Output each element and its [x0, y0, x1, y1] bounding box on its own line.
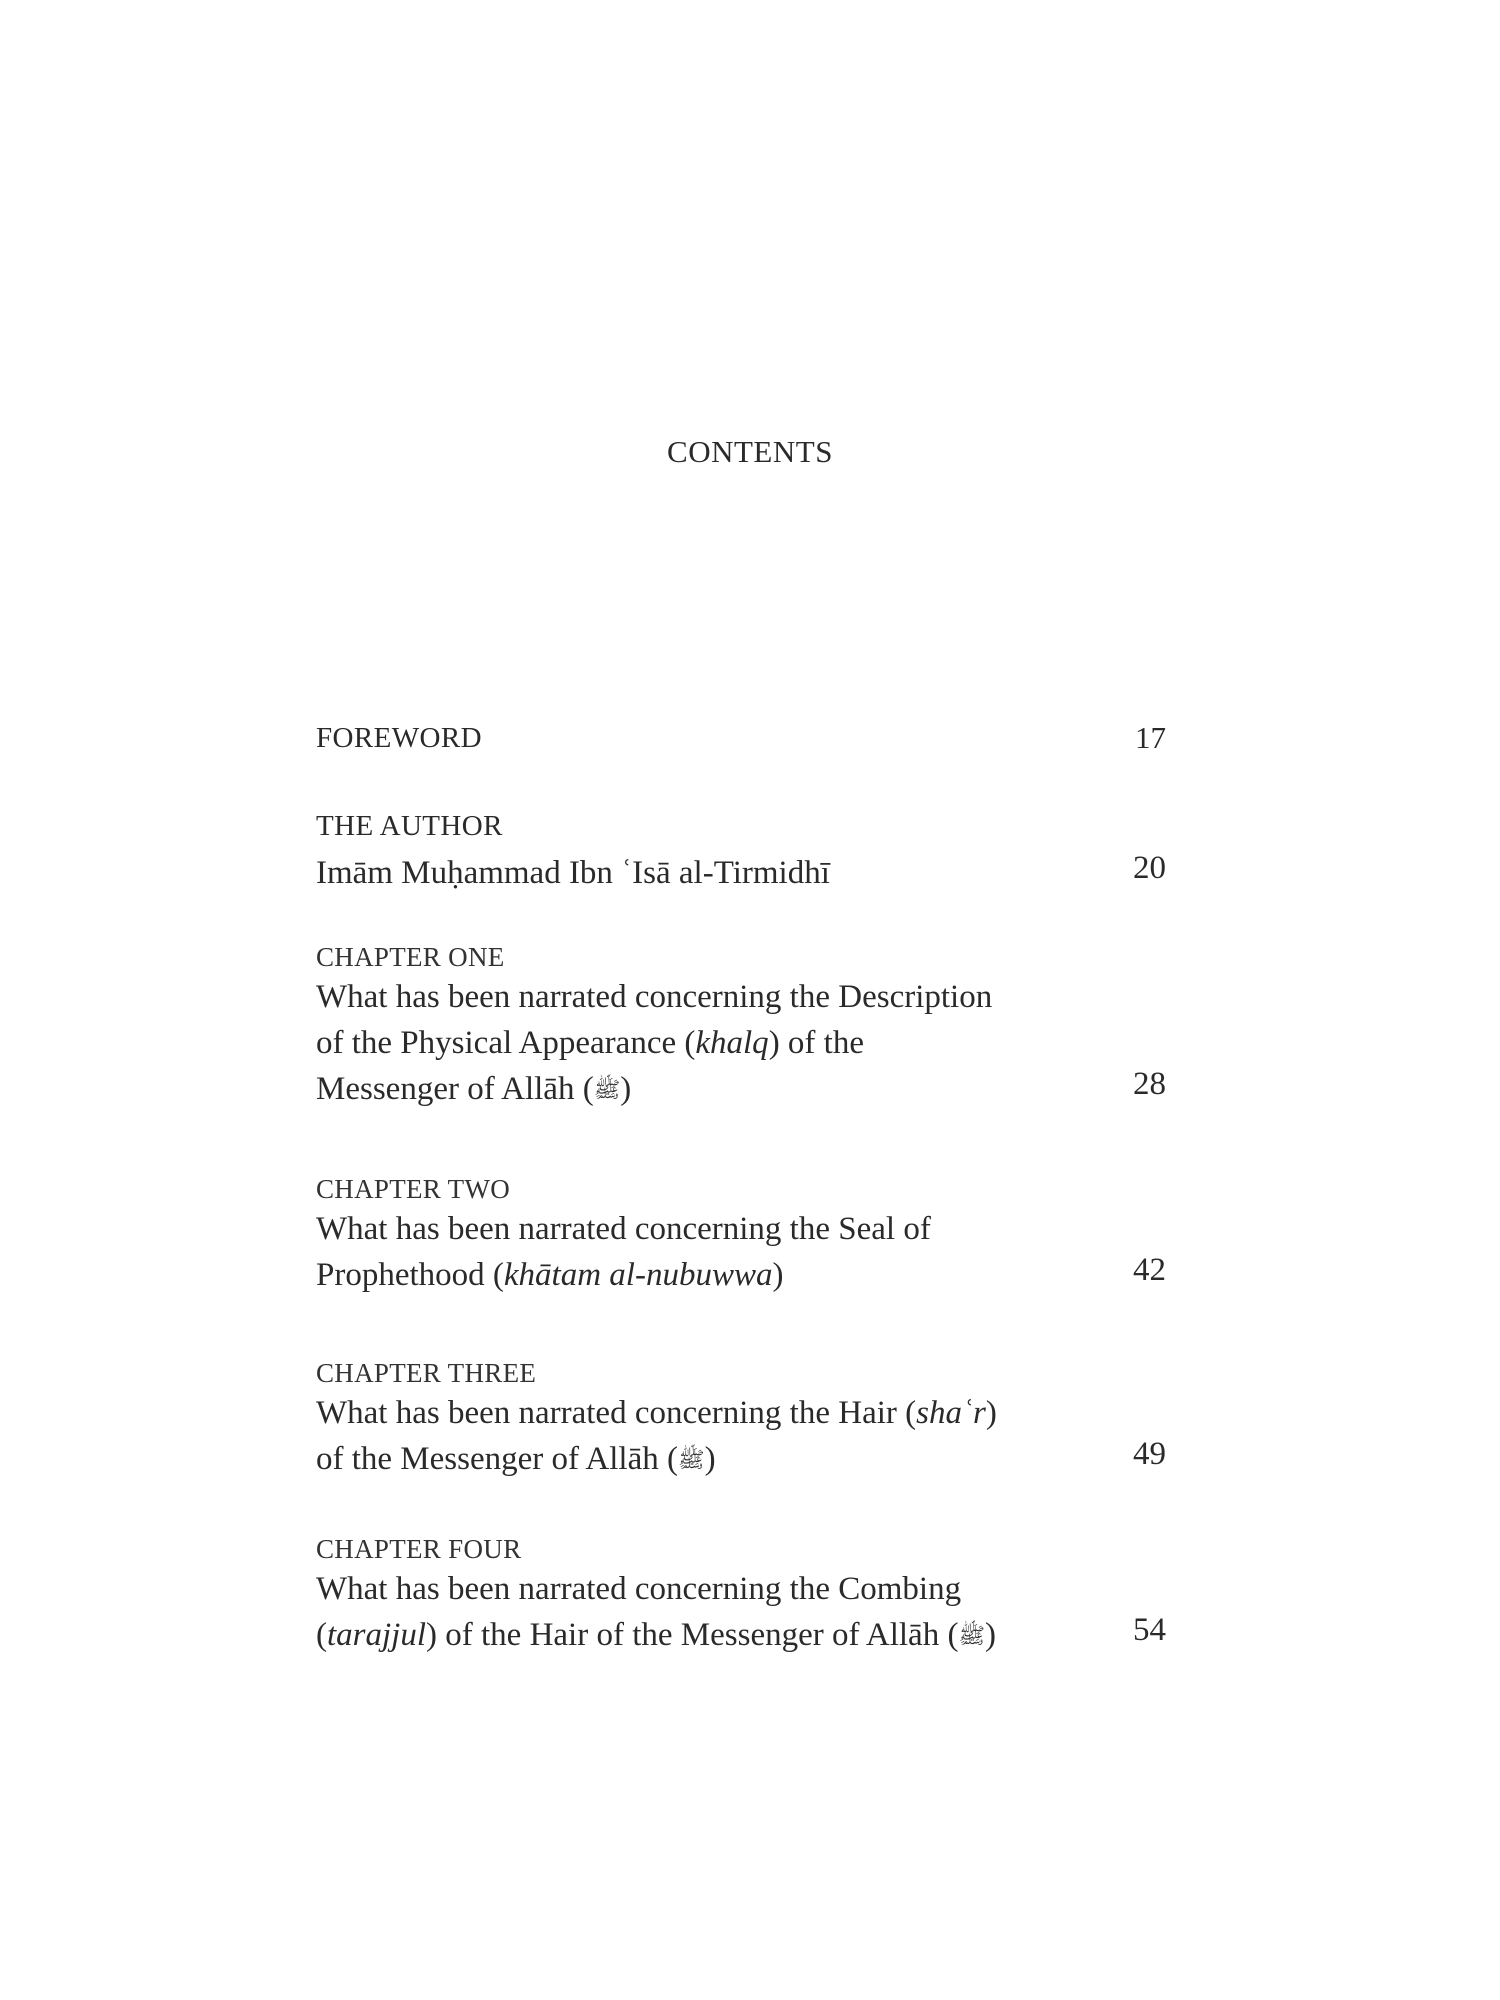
toc-entry-label: FOREWORD: [316, 722, 482, 754]
title-line: ): [772, 1257, 784, 1293]
toc-entry-title: [316, 974, 1106, 1113]
toc-entry-label: CHAPTER TWO: [316, 1174, 511, 1204]
title-line: ): [704, 1441, 716, 1477]
title-line: What has been narrated concerning the Description: [316, 979, 993, 1015]
toc-entry-title: Imām Muḥammad Ibn ʿIsā al-Tirmidhī: [316, 855, 830, 891]
title-line: ): [620, 1071, 632, 1107]
title-line: What has been narrated concerning the Seal of: [316, 1211, 931, 1247]
toc-entry-title: [316, 1566, 1116, 1659]
toc-entry-chapter-three[interactable]: [316, 1356, 1166, 1483]
honorific-glyph: ﷺ: [958, 1623, 986, 1648]
title-line: Prophethood (: [316, 1257, 504, 1293]
honorific-glyph: ﷺ: [678, 1447, 705, 1472]
toc-entry-chapter-one[interactable]: [316, 940, 1166, 1113]
toc-entry-label: THE AUTHOR: [316, 810, 503, 842]
title-line: What has been narrated concerning the Hair (: [316, 1395, 917, 1431]
toc-entry-title: [316, 1390, 1106, 1483]
toc-page-number: 54: [1133, 1612, 1166, 1648]
toc-entry-chapter-two[interactable]: [316, 1172, 1166, 1298]
toc-entry-foreword[interactable]: [316, 720, 1166, 756]
title-line: Messenger of Allāh (: [316, 1071, 594, 1107]
title-line: What has been narrated concerning the Combing: [316, 1571, 962, 1607]
toc-page-number: 49: [1133, 1436, 1166, 1472]
toc-entry-author[interactable]: [316, 808, 1166, 896]
transliteration: tarajjul: [327, 1617, 427, 1653]
title-line: of the Messenger of Allāh (: [316, 1441, 678, 1477]
page-title: CONTENTS: [667, 434, 833, 469]
transliteration: khātam al-nubuwwa: [503, 1257, 773, 1293]
title-line: ): [985, 1395, 997, 1431]
toc-entry-label: CHAPTER FOUR: [316, 1534, 522, 1564]
title-line: ) of the Hair of the Messenger of Allāh (: [426, 1617, 959, 1653]
toc-entry-chapter-four[interactable]: [316, 1532, 1166, 1659]
toc-page-number: 17: [1135, 720, 1166, 755]
title-line: ): [985, 1617, 997, 1653]
transliteration: khalq: [695, 1025, 769, 1061]
toc-entry-label: CHAPTER THREE: [316, 1358, 537, 1388]
toc-page-number: 20: [1133, 850, 1166, 886]
toc-entry-label: CHAPTER ONE: [316, 942, 505, 972]
honorific-glyph: ﷺ: [593, 1077, 621, 1102]
title-line: (: [316, 1617, 327, 1653]
toc-page-number: 28: [1133, 1066, 1166, 1102]
transliteration: shaʿr: [916, 1395, 986, 1431]
toc-page-number: 42: [1133, 1252, 1166, 1288]
title-line: ) of the: [768, 1025, 864, 1061]
title-line: of the Physical Appearance (: [316, 1025, 696, 1061]
toc-entry-title: [316, 1206, 1106, 1298]
